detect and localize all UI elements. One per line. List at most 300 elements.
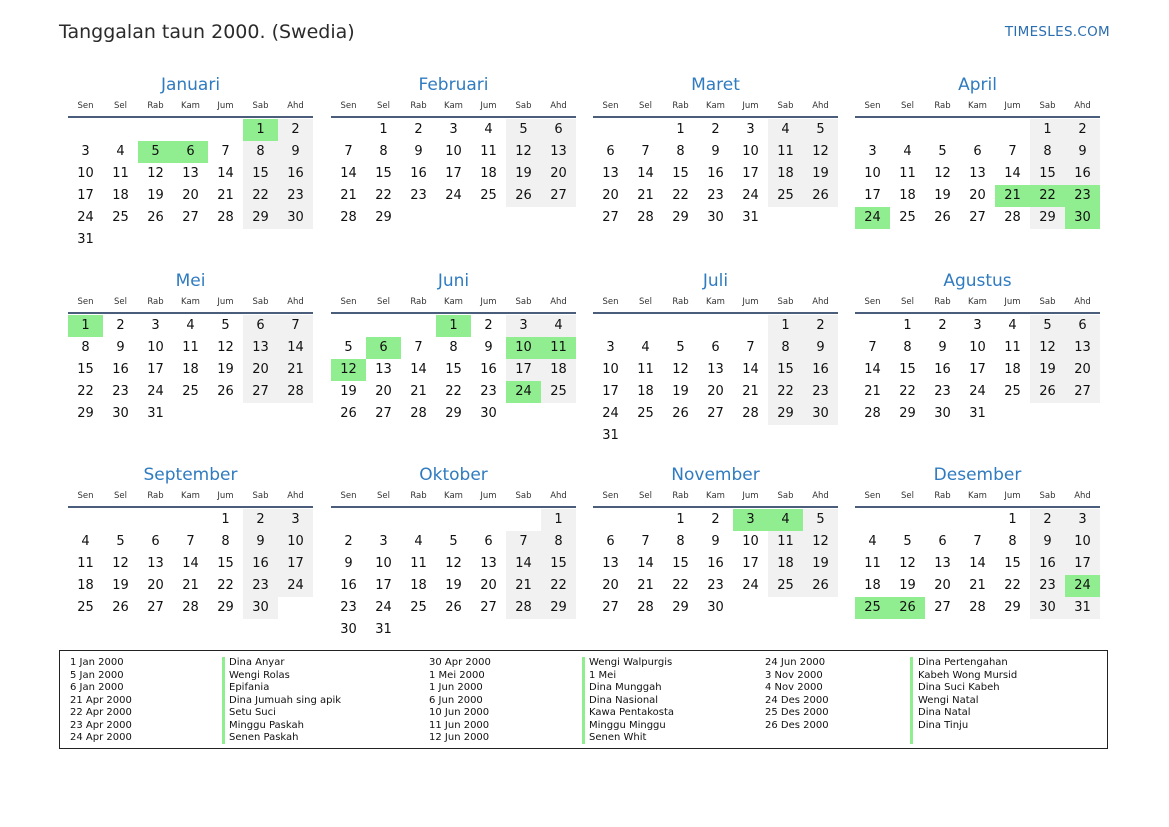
week-row (855, 119, 1100, 141)
day-cell: 11 (77, 556, 94, 571)
holiday-date: 12 Jun 2000 (429, 732, 490, 743)
day-cell: 6 (973, 144, 982, 159)
day-cell: 19 (1030, 359, 1065, 381)
week-row (68, 531, 313, 553)
day-cell: 9 (1065, 141, 1100, 163)
empty-cell (471, 619, 506, 641)
weekday-label: Ahd (1074, 297, 1091, 307)
empty-cell (278, 229, 313, 251)
weekday-label: Sen (340, 491, 357, 501)
week-row (331, 359, 576, 381)
weekday-label: Sab (252, 491, 269, 501)
day-cell: 13 (934, 556, 951, 571)
week-row (68, 163, 313, 185)
day-cell: 20 (147, 578, 164, 593)
weekday-header (855, 489, 1100, 508)
day-cell: 28 (969, 600, 986, 615)
day-cell: 29 (1030, 207, 1065, 229)
day-cell: 20 (243, 359, 278, 381)
month-name: Mei (175, 271, 206, 291)
week-row (331, 163, 576, 185)
weekday-label: Ahd (287, 491, 304, 501)
week-row (855, 315, 1100, 337)
day-cell: 17 (506, 359, 541, 381)
day-cell: 14 (864, 362, 881, 377)
day-cell: 22 (1004, 578, 1021, 593)
holiday-name: Dina Natal (918, 707, 971, 718)
weekday-label: Rab (410, 297, 427, 307)
day-cell: 30 (340, 622, 357, 637)
day-cell: 1 (221, 512, 230, 527)
holiday-dates-col-1 (70, 657, 132, 745)
month-agustus (855, 270, 1100, 425)
day-cell: 18 (768, 163, 803, 185)
week-row (593, 315, 838, 337)
week-row (68, 119, 313, 141)
day-cell: 15 (541, 553, 576, 575)
day-cell: 25 (768, 185, 803, 207)
day-cell: 17 (445, 166, 462, 181)
holiday-date: 1 Jun 2000 (429, 682, 483, 693)
day-cell: 3 (606, 340, 615, 355)
week-row (331, 597, 576, 619)
day-cell: 6 (151, 534, 160, 549)
holiday-day-cell: 11 (541, 337, 576, 359)
empty-cell (960, 509, 995, 531)
day-cell: 26 (672, 406, 689, 421)
empty-cell (138, 119, 173, 141)
empty-cell (471, 509, 506, 531)
week-row (331, 531, 576, 553)
week-row (331, 553, 576, 575)
holiday-names-col-3 (918, 657, 1017, 732)
day-cell: 28 (1004, 210, 1021, 225)
day-cell: 27 (1065, 381, 1100, 403)
day-cell: 3 (278, 509, 313, 531)
day-cell: 11 (899, 166, 916, 181)
holiday-date: 1 Mei 2000 (429, 669, 485, 681)
day-cell: 15 (1004, 556, 1021, 571)
holiday-date: 1 Jan 2000 (70, 657, 124, 668)
day-cell: 5 (344, 340, 353, 355)
day-cell: 5 (1030, 315, 1065, 337)
holiday-date: 10 Jun 2000 (429, 707, 490, 718)
empty-cell (593, 119, 628, 141)
holiday-dates-col-2 (429, 657, 491, 745)
empty-cell (506, 619, 541, 641)
day-cell: 12 (147, 166, 164, 181)
holiday-day-cell: 5 (138, 141, 173, 163)
weekday-label: Jum (480, 491, 497, 501)
empty-cell (663, 425, 698, 447)
day-cell: 24 (742, 188, 759, 203)
weekday-label: Ahd (812, 101, 829, 111)
day-cell: 8 (676, 534, 685, 549)
week-row (68, 229, 313, 251)
day-cell: 21 (969, 578, 986, 593)
day-cell: 13 (243, 337, 278, 359)
holiday-name: Dina Nasional (589, 694, 659, 706)
holiday-names-col-2 (589, 657, 674, 745)
holiday-day-cell: 24 (1065, 575, 1100, 597)
day-cell: 16 (1030, 553, 1065, 575)
weekday-label: Sel (377, 101, 390, 111)
day-cell: 29 (217, 600, 234, 615)
day-cell: 31 (602, 428, 619, 443)
week-row (593, 553, 838, 575)
day-cell: 7 (414, 340, 423, 355)
day-cell: 18 (637, 384, 654, 399)
day-cell: 30 (707, 600, 724, 615)
day-cell: 28 (506, 597, 541, 619)
weekday-label: Rab (147, 101, 164, 111)
day-cell: 10 (969, 340, 986, 355)
week-row (855, 403, 1100, 425)
day-cell: 1 (541, 509, 576, 531)
weekday-label: Kam (444, 101, 463, 111)
holiday-name: Setu Suci (229, 707, 276, 718)
weekday-label: Kam (706, 491, 725, 501)
day-cell: 30 (1030, 597, 1065, 619)
day-cell: 18 (480, 166, 497, 181)
day-cell: 5 (506, 119, 541, 141)
empty-cell (768, 597, 803, 619)
day-cell: 30 (934, 406, 951, 421)
empty-cell (366, 315, 401, 337)
day-cell: 17 (602, 384, 619, 399)
holiday-names-col-1 (229, 657, 341, 745)
empty-cell (103, 119, 138, 141)
weekday-label: Kam (968, 491, 987, 501)
day-cell: 24 (375, 600, 392, 615)
day-cell: 23 (707, 578, 724, 593)
holiday-day-cell: 21 (995, 185, 1030, 207)
day-cell: 16 (707, 556, 724, 571)
day-cell: 13 (541, 141, 576, 163)
holiday-name: Dina Jumuah sing apik (229, 694, 342, 706)
day-cell: 29 (541, 597, 576, 619)
day-cell: 18 (112, 188, 129, 203)
day-cell: 11 (637, 362, 654, 377)
holiday-date: 11 Jun 2000 (429, 719, 490, 731)
empty-cell (173, 509, 208, 531)
week-row (593, 119, 838, 141)
day-cell: 16 (934, 362, 951, 377)
day-cell: 18 (182, 362, 199, 377)
day-cell: 25 (1004, 384, 1021, 399)
day-cell: 13 (147, 556, 164, 571)
empty-cell (401, 207, 436, 229)
day-cell: 20 (602, 188, 619, 203)
empty-cell (103, 229, 138, 251)
empty-cell (243, 403, 278, 425)
day-cell: 29 (77, 406, 94, 421)
day-cell: 4 (186, 318, 195, 333)
day-cell: 3 (746, 122, 755, 137)
day-cell: 15 (1030, 163, 1065, 185)
day-cell: 21 (637, 578, 654, 593)
month-name: Oktober (419, 465, 488, 485)
day-cell: 22 (672, 578, 689, 593)
holiday-name: Dina Suci Kabeh (918, 682, 1000, 693)
day-cell: 14 (969, 556, 986, 571)
day-cell: 10 (77, 166, 94, 181)
day-cell: 4 (1008, 318, 1017, 333)
month-name: Juni (437, 271, 470, 291)
day-cell: 2 (711, 512, 720, 527)
day-cell: 22 (768, 381, 803, 403)
day-cell: 19 (899, 578, 916, 593)
site-link[interactable]: TIMESLES.COM (1004, 24, 1110, 40)
holiday-day-cell: 24 (506, 381, 541, 403)
day-cell: 21 (864, 384, 881, 399)
day-cell: 6 (1065, 315, 1100, 337)
day-cell: 15 (672, 166, 689, 181)
day-cell: 22 (899, 384, 916, 399)
week-row (593, 381, 838, 403)
month-name: September (143, 465, 238, 485)
day-cell: 23 (410, 188, 427, 203)
holiday-name: Dina Tinju (918, 719, 969, 731)
day-cell: 7 (506, 531, 541, 553)
weekday-label: Sel (377, 491, 390, 501)
day-cell: 5 (221, 318, 230, 333)
empty-cell (208, 403, 243, 425)
day-cell: 16 (278, 163, 313, 185)
day-cell: 19 (672, 384, 689, 399)
empty-cell (541, 207, 576, 229)
day-cell: 11 (768, 141, 803, 163)
day-cell: 14 (410, 362, 427, 377)
empty-cell (768, 207, 803, 229)
holiday-date: 25 Des 2000 (765, 707, 829, 718)
day-cell: 1 (676, 512, 685, 527)
holiday-date: 23 Apr 2000 (70, 719, 132, 731)
week-row (68, 403, 313, 425)
week-row (68, 185, 313, 207)
day-cell: 10 (742, 144, 759, 159)
day-cell: 23 (480, 384, 497, 399)
empty-cell (698, 425, 733, 447)
weekday-label: Sel (901, 297, 914, 307)
day-cell: 6 (606, 534, 615, 549)
day-cell: 29 (899, 406, 916, 421)
week-row (331, 381, 576, 403)
day-cell: 24 (742, 578, 759, 593)
page-title: Tanggalan taun 2000. (Swedia) (59, 21, 355, 43)
week-row (593, 163, 838, 185)
empty-cell (628, 509, 663, 531)
day-cell: 27 (182, 210, 199, 225)
weekday-label: Jum (742, 491, 759, 501)
day-cell: 25 (899, 210, 916, 225)
week-row (593, 403, 838, 425)
day-cell: 17 (864, 188, 881, 203)
day-cell: 3 (868, 144, 877, 159)
empty-cell (1065, 403, 1100, 425)
weekday-label: Ahd (287, 297, 304, 307)
day-cell: 2 (803, 315, 838, 337)
holiday-name: Dina Munggah (589, 682, 662, 693)
holiday-day-cell: 6 (366, 337, 401, 359)
day-cell: 3 (379, 534, 388, 549)
weekday-label: Jum (217, 297, 234, 307)
weekday-label: Sab (777, 297, 794, 307)
day-cell: 17 (1065, 553, 1100, 575)
day-cell: 20 (969, 188, 986, 203)
day-cell: 1 (1030, 119, 1065, 141)
day-cell: 17 (278, 553, 313, 575)
day-cell: 7 (344, 144, 353, 159)
day-cell: 18 (899, 188, 916, 203)
day-cell: 16 (1065, 163, 1100, 185)
holiday-name: Senen Whit (589, 732, 647, 743)
day-cell: 23 (340, 600, 357, 615)
holiday-day-cell: 4 (768, 509, 803, 531)
day-cell: 9 (414, 144, 423, 159)
day-cell: 28 (864, 406, 881, 421)
week-row (855, 337, 1100, 359)
day-cell: 21 (278, 359, 313, 381)
day-cell: 22 (217, 578, 234, 593)
day-cell: 8 (379, 144, 388, 159)
day-cell: 15 (899, 362, 916, 377)
day-cell: 13 (969, 166, 986, 181)
week-row (593, 425, 838, 447)
day-cell: 25 (112, 210, 129, 225)
weekday-label: Sen (864, 297, 881, 307)
week-row (331, 619, 576, 641)
empty-cell (663, 315, 698, 337)
day-cell: 27 (375, 406, 392, 421)
weekday-label: Sel (114, 101, 127, 111)
day-cell: 15 (375, 166, 392, 181)
day-cell: 21 (217, 188, 234, 203)
day-cell: 26 (340, 406, 357, 421)
week-row (331, 185, 576, 207)
day-cell: 15 (243, 163, 278, 185)
holiday-name: Minggu Paskah (229, 719, 304, 731)
day-cell: 16 (707, 166, 724, 181)
weekday-label: Kam (706, 101, 725, 111)
weekday-label: Kam (968, 297, 987, 307)
day-cell: 6 (541, 119, 576, 141)
day-cell: 11 (864, 556, 881, 571)
day-cell: 19 (803, 163, 838, 185)
weekday-label: Rab (410, 101, 427, 111)
empty-cell (173, 403, 208, 425)
weekday-label: Sab (515, 297, 532, 307)
week-row (855, 141, 1100, 163)
month-name: November (671, 465, 760, 485)
day-cell: 18 (768, 553, 803, 575)
weekday-header (68, 489, 313, 508)
holiday-name: Wengi Rolas (229, 669, 290, 681)
weekday-label: Sel (639, 101, 652, 111)
day-cell: 30 (480, 406, 497, 421)
week-row (331, 403, 576, 425)
day-cell: 16 (480, 362, 497, 377)
day-cell: 2 (938, 318, 947, 333)
weekday-label: Kam (181, 297, 200, 307)
weekday-label: Sel (901, 101, 914, 111)
day-cell: 3 (1065, 509, 1100, 531)
week-row (68, 381, 313, 403)
day-cell: 13 (602, 556, 619, 571)
day-cell: 23 (1030, 575, 1065, 597)
empty-cell (698, 315, 733, 337)
empty-cell (138, 509, 173, 531)
empty-cell (541, 403, 576, 425)
day-cell: 8 (1008, 534, 1017, 549)
weekday-label: Sab (515, 491, 532, 501)
month-maret (593, 74, 838, 229)
day-cell: 8 (243, 141, 278, 163)
weekday-label: Jum (480, 101, 497, 111)
empty-cell (506, 509, 541, 531)
month-name: Februari (418, 75, 489, 95)
month-september (68, 464, 313, 619)
day-cell: 11 (480, 144, 497, 159)
week-row (593, 141, 838, 163)
week-row (855, 381, 1100, 403)
day-cell: 4 (116, 144, 125, 159)
day-cell: 12 (112, 556, 129, 571)
day-cell: 8 (541, 531, 576, 553)
holiday-date: 21 Apr 2000 (70, 694, 132, 706)
weekday-header (68, 99, 313, 118)
week-row (68, 509, 313, 531)
weekday-header (331, 295, 576, 314)
day-cell: 23 (243, 575, 278, 597)
day-cell: 27 (243, 381, 278, 403)
weekday-label: Sab (252, 101, 269, 111)
day-cell: 4 (903, 144, 912, 159)
day-cell: 14 (1004, 166, 1021, 181)
day-cell: 7 (641, 534, 650, 549)
holiday-name: Kawa Pentakosta (589, 707, 675, 718)
holiday-marker-bar (222, 657, 225, 744)
weekday-label: Jum (1004, 491, 1021, 501)
day-cell: 28 (637, 210, 654, 225)
empty-cell (208, 229, 243, 251)
weekday-label: Jum (480, 297, 497, 307)
day-cell: 10 (375, 556, 392, 571)
day-cell: 28 (217, 210, 234, 225)
day-cell: 12 (506, 141, 541, 163)
day-cell: 17 (742, 556, 759, 571)
empty-cell (593, 509, 628, 531)
weekday-label: Sen (602, 297, 619, 307)
holiday-date: 24 Jun 2000 (765, 657, 826, 668)
day-cell: 23 (803, 381, 838, 403)
day-cell: 21 (410, 384, 427, 399)
day-cell: 21 (340, 188, 357, 203)
day-cell: 9 (1030, 531, 1065, 553)
weekday-label: Rab (934, 297, 951, 307)
month-mei (68, 270, 313, 425)
weekday-label: Sab (777, 101, 794, 111)
week-row (855, 163, 1100, 185)
day-cell: 9 (711, 144, 720, 159)
empty-cell (436, 207, 471, 229)
empty-cell (208, 119, 243, 141)
week-row (593, 531, 838, 553)
holiday-date: 5 Jan 2000 (70, 669, 124, 681)
empty-cell (995, 403, 1030, 425)
holiday-day-cell: 6 (173, 141, 208, 163)
day-cell: 10 (278, 531, 313, 553)
